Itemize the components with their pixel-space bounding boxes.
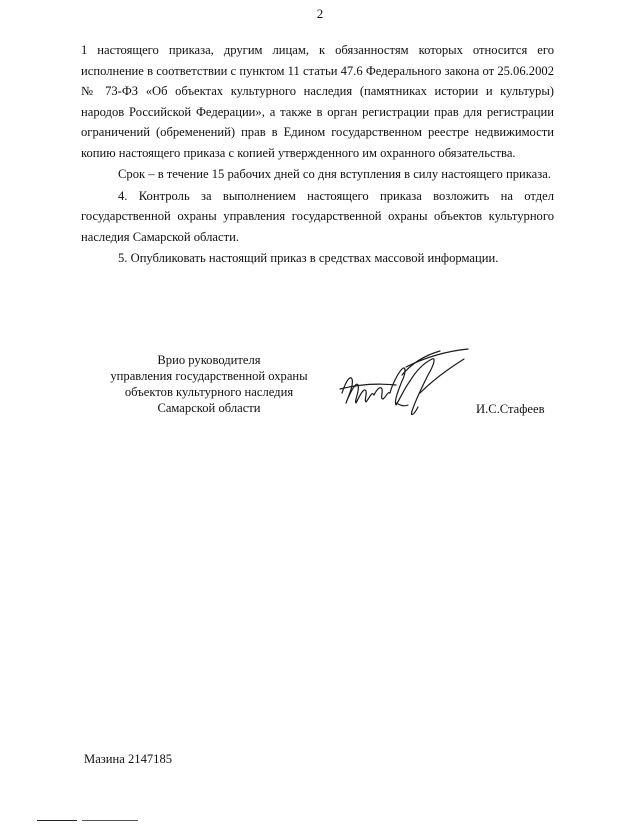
paragraph-control: 4. Контроль за выполнением настоящего приказа возложить на отдел государственной охраны управления государственной охраны объектов культурного наследия Самарской области. (81, 188, 554, 244)
signer-title-line: управления государственной охраны (110, 369, 308, 383)
handwritten-signature (336, 345, 476, 425)
signer-name: И.С.Стафеев (476, 402, 545, 416)
footer-rule (82, 820, 138, 821)
page-number: 2 (316, 6, 324, 21)
signer-title-line: Самарской области (157, 401, 261, 415)
footer-rule (37, 820, 77, 821)
signer-title-line: объектов культурного наследия (124, 385, 294, 399)
signer-title (84, 352, 334, 416)
paragraph-deadline: Срок – в течение 15 рабочих дней со дня вступления в силу настоящего приказа. (118, 167, 551, 181)
signer-title-line: Врио руководителя (157, 353, 261, 367)
paragraph-publish: 5. Опубликовать настоящий приказ в средствах массовой информации. (118, 251, 499, 265)
document-body (81, 40, 554, 269)
paragraph-continuation: 1 настоящего приказа, другим лицам, к обязанностям которых относится его исполнение в соответствии с пунктом 11 статьи 47.6 Федерального закона от 25.06.2002 № 73-ФЗ «Об объектах культурного наследия (памятниках истории и культуры) народов Российской Федерации», а также в орган регистрации прав для регистрации ограничений (обременений) прав в Едином государственном реестре недвижимости копию настоящего приказа с копией утвержденного им охранного обязательства. (81, 43, 554, 160)
executor-info: Мазина 2147185 (84, 752, 173, 766)
